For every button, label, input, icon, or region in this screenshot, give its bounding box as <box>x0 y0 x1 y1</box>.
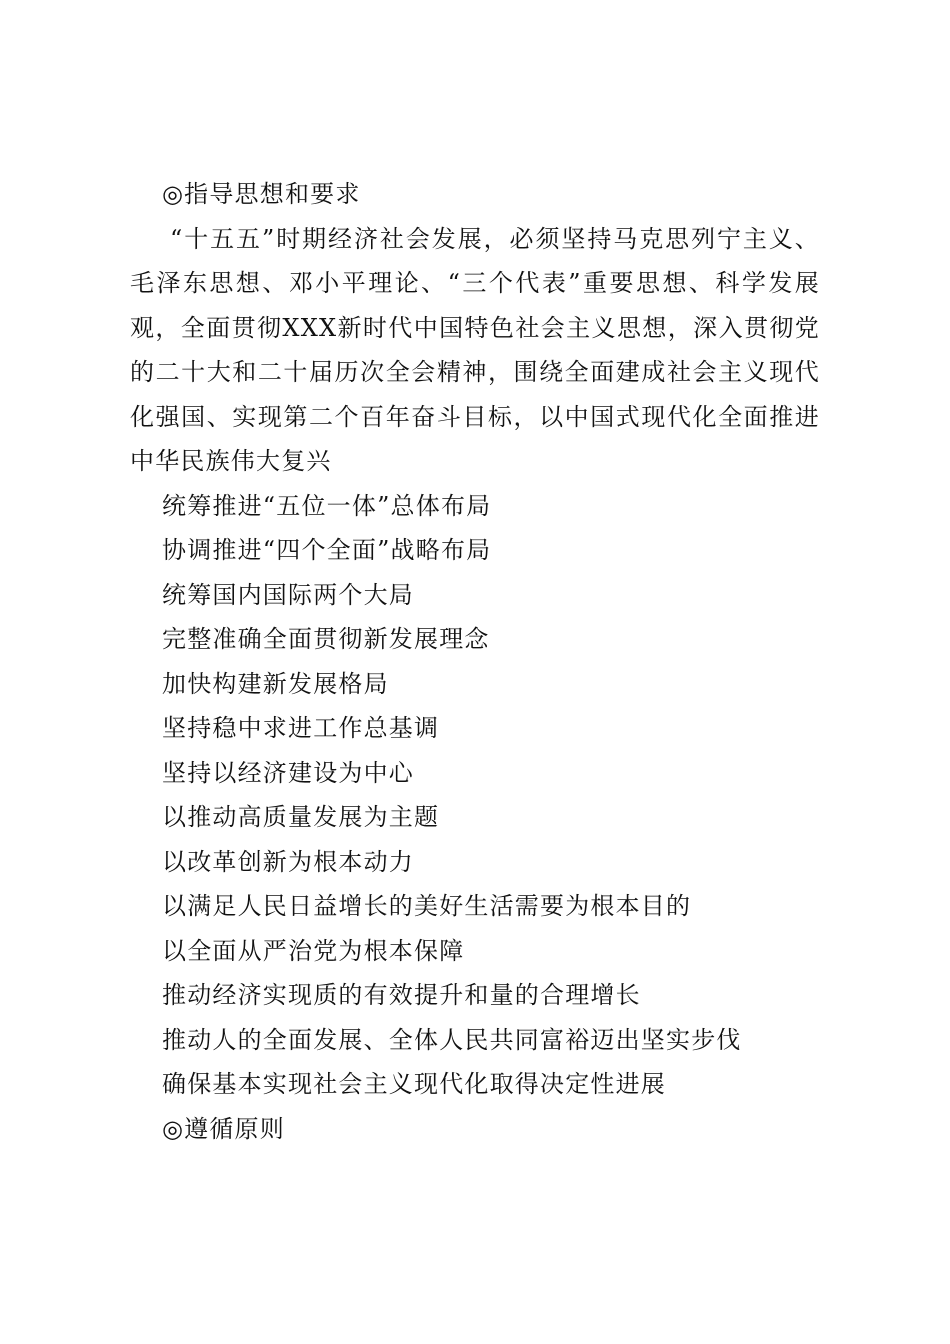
list-item: 以推动高质量发展为主题 <box>162 803 440 831</box>
list-item: 协调推进“四个全面”战略布局 <box>162 536 492 564</box>
list-item: 以满足人民日益增长的美好生活需要为根本目的 <box>162 892 692 920</box>
list-item: 确保基本实现社会主义现代化取得决定性进展 <box>162 1070 666 1098</box>
list-item: 坚持以经济建设为中心 <box>162 758 414 787</box>
list-item: 推动人的全面发展、全体人民共同富裕迈出坚实步伐 <box>162 1025 742 1054</box>
document-body <box>130 172 820 1151</box>
section-heading-principles: ◎遵循原则 <box>162 1114 285 1143</box>
section-heading-guiding: ◎指导思想和要求 <box>162 180 361 208</box>
list-item: 以全面从严治党为根本保障 <box>162 936 465 965</box>
list-item: 推动经济实现质的有效提升和量的合理增长 <box>162 981 641 1009</box>
list-item: 统筹国内国际两个大局 <box>162 580 414 609</box>
list-item: 坚持稳中求进工作总基调 <box>162 714 440 742</box>
list-item: 统筹推进“五位一体”总体布局 <box>162 491 492 520</box>
list-item: 加快构建新发展格局 <box>162 669 389 698</box>
list-item: 以改革创新为根本动力 <box>162 847 414 876</box>
intro-paragraph: “十五五”时期经济社会发展，必须坚持马克思列宁主义、毛泽东思想、邓小平理论、“三个代表”重要思想、科学发展观，全面贯彻XXX新时代中国特色社会主义思想，深入贯彻党的二十大和二十届历次全会精神，围绕全面建成社会主义现代化强国、实现第二个百年奋斗目标，以中国式现代化全面推进中华民族伟大复兴 <box>130 224 820 475</box>
list-item: 完整准确全面贯彻新发展理念 <box>162 625 490 653</box>
